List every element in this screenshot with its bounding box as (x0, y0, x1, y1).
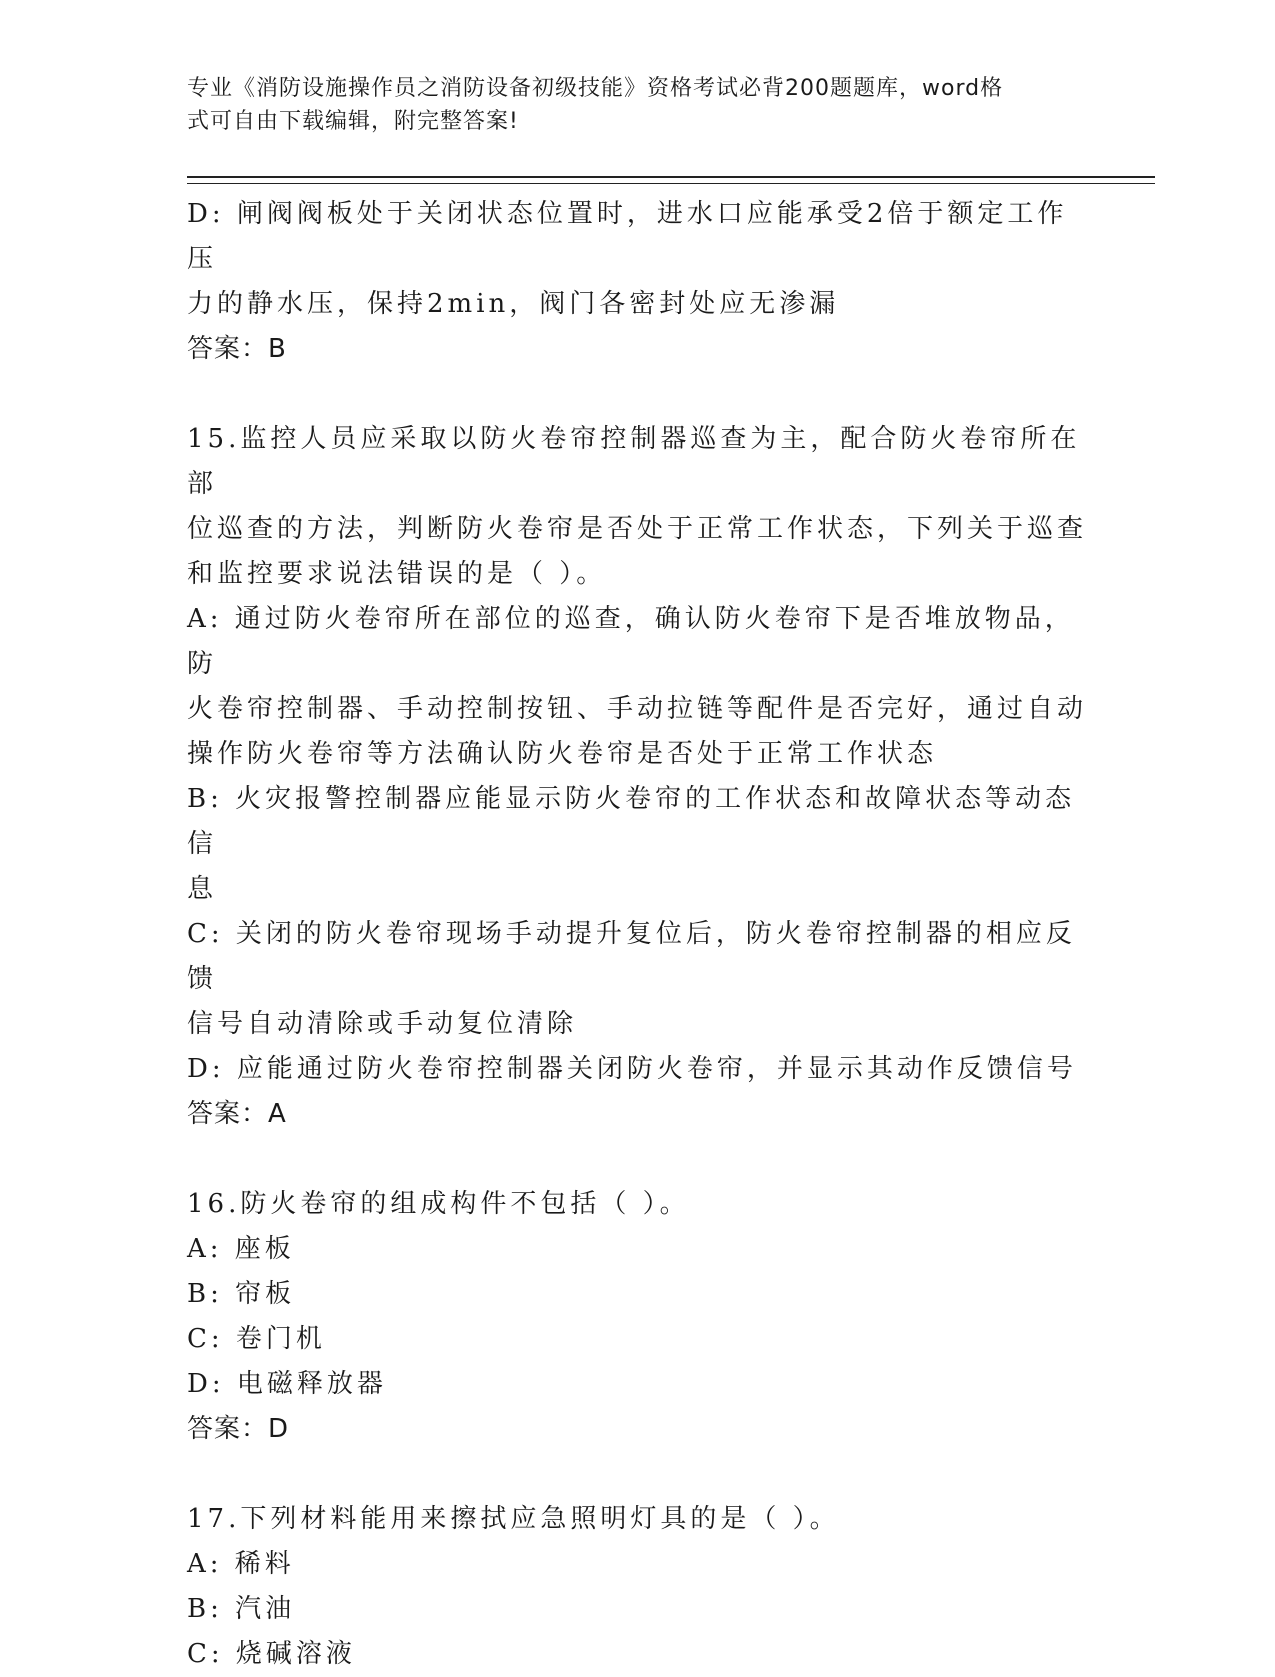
q15-option-b-line-1: B: 火灾报警控制器应能显示防火卷帘的工作状态和故障状态等动态信 (187, 784, 1076, 859)
q17-option-a: A: 稀料 (187, 1549, 295, 1579)
q17-option-b: B: 汽油 (187, 1594, 296, 1624)
q15-option-a-line-1: A: 通过防火卷帘所在部位的巡查，确认防火卷帘下是否堆放物品，防 (187, 604, 1075, 679)
question-14 (187, 192, 1087, 372)
q16-option-c: C: 卷门机 (187, 1324, 326, 1354)
q15-answer: 答案：A (187, 1099, 287, 1129)
q17-stem: 17.下列材料能用来擦拭应急照明灯具的是（ ）。 (187, 1504, 840, 1534)
q15-option-c-line-1: C: 关闭的防火卷帘现场手动提升复位后，防火卷帘控制器的相应反馈 (187, 919, 1076, 994)
q14-answer: 答案：B (187, 334, 287, 364)
q15-option-d: D: 应能通过防火卷帘控制器关闭防火卷帘，并显示其动作反馈信号 (187, 1054, 1077, 1084)
header-divider-thin (187, 183, 1155, 184)
q17-option-c: C: 烧碱溶液 (187, 1639, 356, 1669)
spacer (187, 1137, 1087, 1182)
q15-option-b-line-2: 息 (187, 874, 218, 904)
q15-stem-line-2: 位巡查的方法，判断防火卷帘是否处于正常工作状态，下列关于巡查 (187, 514, 1088, 544)
q14-option-d-line-1: D: 闸阀阀板处于关闭状态位置时，进水口应能承受2倍于额定工作压 (187, 199, 1068, 274)
q16-stem: 16.防火卷帘的组成构件不包括（ ）。 (187, 1189, 690, 1219)
header-line-2: 式可自由下载编辑，附完整答案! (187, 109, 519, 134)
q16-answer: 答案：D (187, 1414, 290, 1444)
header-line-1: 专业《消防设施操作员之消防设备初级技能》资格考试必背200题题库，word格 (187, 76, 1004, 101)
question-list (187, 192, 1087, 1677)
document-header (187, 72, 1067, 138)
q15-option-c-line-2: 信号自动清除或手动复位清除 (187, 1009, 578, 1039)
spacer (187, 1452, 1087, 1497)
header-divider-thick (187, 176, 1155, 178)
question-15 (187, 417, 1087, 1137)
question-16 (187, 1182, 1087, 1452)
question-17 (187, 1497, 1087, 1677)
q14-option-d-line-2: 力的静水压，保持2min，阀门各密封处应无渗漏 (187, 289, 840, 319)
q15-stem-line-1: 15.监控人员应采取以防火卷帘控制器巡查为主，配合防火卷帘所在部 (187, 424, 1081, 499)
spacer (187, 372, 1087, 417)
q16-option-a: A: 座板 (187, 1234, 295, 1264)
q15-option-a-line-3: 操作防火卷帘等方法确认防火卷帘是否处于正常工作状态 (187, 739, 938, 769)
q16-option-b: B: 帘板 (187, 1279, 296, 1309)
q15-stem-line-3: 和监控要求说法错误的是（ ）。 (187, 559, 607, 589)
q16-option-d: D: 电磁释放器 (187, 1369, 387, 1399)
q15-option-a-line-2: 火卷帘控制器、手动控制按钮、手动拉链等配件是否完好，通过自动 (187, 694, 1088, 724)
